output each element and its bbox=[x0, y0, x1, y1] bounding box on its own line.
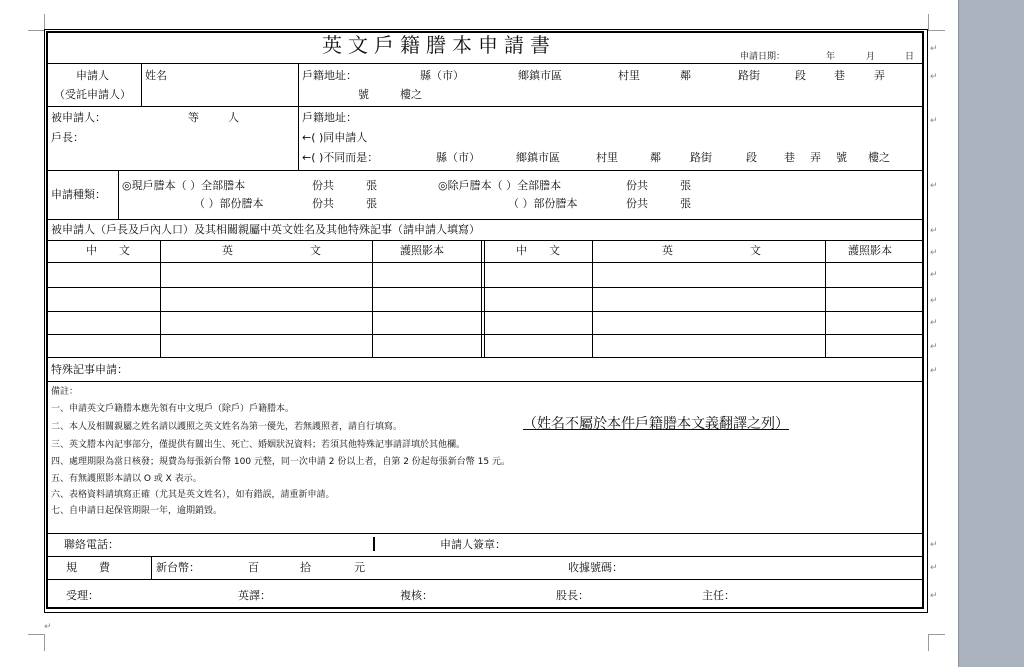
col-divider bbox=[372, 240, 373, 357]
col-divider bbox=[484, 240, 485, 357]
members-heading: 被申請人（戶長及戶內人口）及其相關親屬中英文姓名及其他特殊記事（請申請人填寫） bbox=[51, 223, 480, 236]
subject-address-road: 路街 bbox=[690, 151, 712, 164]
form-title: 英文戶籍謄本申請書 bbox=[322, 33, 556, 57]
paragraph-mark: ↵ bbox=[930, 270, 938, 280]
removed-household-full-option[interactable]: ◎除戶謄本（ ）全部謄本 bbox=[438, 179, 562, 192]
subject-address-lane: 巷 bbox=[784, 151, 795, 164]
officer-reviewer: 複核： bbox=[400, 589, 433, 602]
applicant-name-label: 姓名 bbox=[145, 69, 167, 82]
row-divider bbox=[46, 240, 924, 241]
paragraph-mark: ↵ bbox=[44, 622, 52, 632]
paragraph-mark: ↵ bbox=[930, 44, 938, 54]
applicant-address-number: 號 bbox=[358, 88, 369, 101]
subject-etc: 等 bbox=[188, 111, 199, 124]
row-divider bbox=[46, 556, 924, 557]
applicant-address-alley: 弄 bbox=[874, 69, 885, 82]
subject-address-neighbor: 鄰 bbox=[650, 151, 661, 164]
paragraph-mark: ↵ bbox=[930, 181, 938, 191]
remark-item-2: 二、本人及相關親屬之姓名請以護照之英文姓名為第一優先，若無護照者，請自行填寫。 bbox=[51, 422, 403, 432]
date-month: 月 bbox=[866, 52, 876, 62]
crop-mark-top-left bbox=[28, 14, 45, 31]
removed-full-sheets: 張 bbox=[680, 179, 691, 192]
fee-hundred: 百 bbox=[248, 561, 259, 574]
subject-label: 被申請人： bbox=[51, 111, 106, 124]
col-divider bbox=[481, 240, 482, 357]
applicant-address-lane: 巷 bbox=[834, 69, 845, 82]
col-divider bbox=[118, 170, 119, 219]
removed-partial-sheets: 張 bbox=[680, 197, 691, 210]
remark-item-1: 一、申請英文戶籍謄本應先領有中文現戶（除戶）戶籍謄本。 bbox=[51, 404, 295, 414]
remark-emphasis: （姓名不屬於本件戶籍謄本文義翻譯之列） bbox=[523, 416, 789, 432]
crop-mark-top-right bbox=[928, 14, 945, 31]
col-divider bbox=[151, 556, 152, 579]
column-header-english-2: 英 文 bbox=[662, 244, 761, 257]
current-full-copies: 份共 bbox=[312, 179, 334, 192]
application-form-table bbox=[46, 31, 924, 609]
subject-address-alley: 弄 bbox=[810, 151, 821, 164]
applicant-address-section: 段 bbox=[795, 69, 806, 82]
current-partial-copies: 份共 bbox=[312, 197, 334, 210]
same-as-applicant-option[interactable]: ←( )同申請人 bbox=[302, 131, 368, 144]
phone-label: 聯絡電話： bbox=[64, 538, 119, 551]
different-address-option[interactable]: ←( )不同而是： bbox=[302, 151, 379, 164]
subject-address-number: 號 bbox=[836, 151, 847, 164]
column-header-passport-2: 護照影本 bbox=[848, 244, 892, 257]
row-divider bbox=[46, 219, 924, 220]
officer-section-chief: 股長： bbox=[556, 589, 589, 602]
removed-household-partial-option[interactable]: （ ）部份謄本 bbox=[508, 197, 578, 210]
row-divider bbox=[46, 63, 924, 64]
row-divider bbox=[46, 381, 924, 382]
paragraph-mark: ↵ bbox=[930, 563, 938, 573]
remark-item-6: 六、表格資料請填寫正確（尤其是英文姓名），如有錯誤，請重新申請。 bbox=[51, 490, 335, 500]
col-divider bbox=[298, 63, 299, 170]
applicant-address-label: 戶籍地址： bbox=[302, 69, 357, 82]
fee-label: 規 費 bbox=[66, 561, 110, 574]
fee-yuan: 元 bbox=[354, 561, 365, 574]
column-header-english-1: 英 文 bbox=[222, 244, 321, 257]
remark-item-4: 四、處理期限為當日核發；規費為每張新台幣 100 元整，同一次申請 2 份以上者，自第 2 份起每張新台幣 15 元。 bbox=[51, 457, 510, 467]
paragraph-mark: ↵ bbox=[930, 591, 938, 601]
subject-address-label: 戶籍地址： bbox=[302, 111, 357, 124]
row-divider bbox=[46, 533, 924, 534]
request-type-label: 申請種類： bbox=[51, 188, 106, 201]
paragraph-mark: ↵ bbox=[930, 366, 938, 376]
row-divider bbox=[46, 106, 924, 107]
row-divider bbox=[46, 579, 924, 580]
column-header-passport-1: 護照影本 bbox=[400, 244, 444, 257]
applicant-address-floor: 樓之 bbox=[400, 88, 422, 101]
paragraph-mark: ↵ bbox=[930, 248, 938, 258]
remark-item-7: 七、自申請日起保管期限一年，逾期銷毀。 bbox=[51, 506, 223, 516]
paragraph-mark: ↵ bbox=[930, 296, 938, 306]
special-note-label: 特殊記事申請： bbox=[51, 363, 128, 376]
current-household-full-option[interactable]: ◎現戶謄本（ ）全部謄本 bbox=[122, 179, 246, 192]
fee-ten: 拾 bbox=[300, 561, 311, 574]
remarks-heading: 備註： bbox=[51, 387, 79, 397]
date-year: 年 bbox=[826, 52, 836, 62]
officer-translator: 英譯： bbox=[238, 589, 271, 602]
row-divider bbox=[46, 311, 924, 312]
current-full-sheets: 張 bbox=[366, 179, 377, 192]
current-partial-sheets: 張 bbox=[366, 197, 377, 210]
applicant-address-neighbor: 鄰 bbox=[680, 69, 691, 82]
col-divider bbox=[825, 240, 826, 357]
applicant-signature-label: 申請人簽章： bbox=[440, 538, 506, 551]
paragraph-mark: ↵ bbox=[930, 226, 938, 236]
paragraph-mark: ↵ bbox=[930, 540, 938, 550]
date-label: 申請日期： bbox=[740, 52, 786, 62]
applicant-address-county: 縣（市） bbox=[420, 69, 464, 82]
row-divider bbox=[46, 357, 924, 358]
remark-item-5: 五、有無護照影本請以 O 或 X 表示。 bbox=[51, 474, 202, 484]
col-divider bbox=[160, 240, 161, 357]
officer-director: 主任： bbox=[702, 589, 735, 602]
row-divider bbox=[46, 170, 924, 171]
paragraph-mark: ↵ bbox=[930, 318, 938, 328]
fee-currency: 新台幣： bbox=[156, 561, 200, 574]
subject-address-township: 鄉鎮市區 bbox=[516, 151, 560, 164]
text-cursor bbox=[373, 537, 375, 551]
removed-partial-copies: 份共 bbox=[626, 197, 648, 210]
row-divider bbox=[46, 287, 924, 288]
remark-item-3: 三、英文謄本內記事部分，僅提供有關出生、死亡、婚姻狀況資料；若須其他特殊記事請詳填於其他欄。 bbox=[51, 440, 466, 450]
date-day: 日 bbox=[905, 52, 915, 62]
applicant-label: 申請人 bbox=[76, 69, 109, 82]
receipt-number-label: 收據號碼： bbox=[568, 561, 623, 574]
applicant-address-township: 鄉鎮市區 bbox=[518, 69, 562, 82]
applicant-address-village: 村里 bbox=[618, 69, 640, 82]
removed-full-copies: 份共 bbox=[626, 179, 648, 192]
current-household-partial-option[interactable]: （ ）部份謄本 bbox=[194, 197, 264, 210]
paragraph-mark: ↵ bbox=[930, 116, 938, 126]
col-divider bbox=[141, 63, 142, 106]
row-divider bbox=[46, 334, 924, 335]
crop-mark-bottom-right bbox=[928, 634, 945, 651]
applicant-address-road: 路街 bbox=[738, 69, 760, 82]
subject-address-village: 村里 bbox=[596, 151, 618, 164]
row-divider bbox=[46, 262, 924, 263]
crop-mark-bottom-left bbox=[28, 634, 45, 651]
column-header-chinese-2: 中 文 bbox=[516, 244, 560, 257]
paragraph-mark: ↵ bbox=[930, 72, 938, 82]
subject-address-section: 段 bbox=[746, 151, 757, 164]
subject-people: 人 bbox=[228, 111, 239, 124]
officer-accepted: 受理： bbox=[66, 589, 99, 602]
applicant-sublabel: （受託申請人） bbox=[54, 88, 131, 101]
col-divider bbox=[592, 240, 593, 357]
subject-address-county: 縣（市） bbox=[436, 151, 480, 164]
subject-address-floor: 樓之 bbox=[868, 151, 890, 164]
head-of-household-label: 戶長： bbox=[51, 131, 84, 144]
column-header-chinese-1: 中 文 bbox=[86, 244, 130, 257]
paragraph-mark: ↵ bbox=[930, 342, 938, 352]
